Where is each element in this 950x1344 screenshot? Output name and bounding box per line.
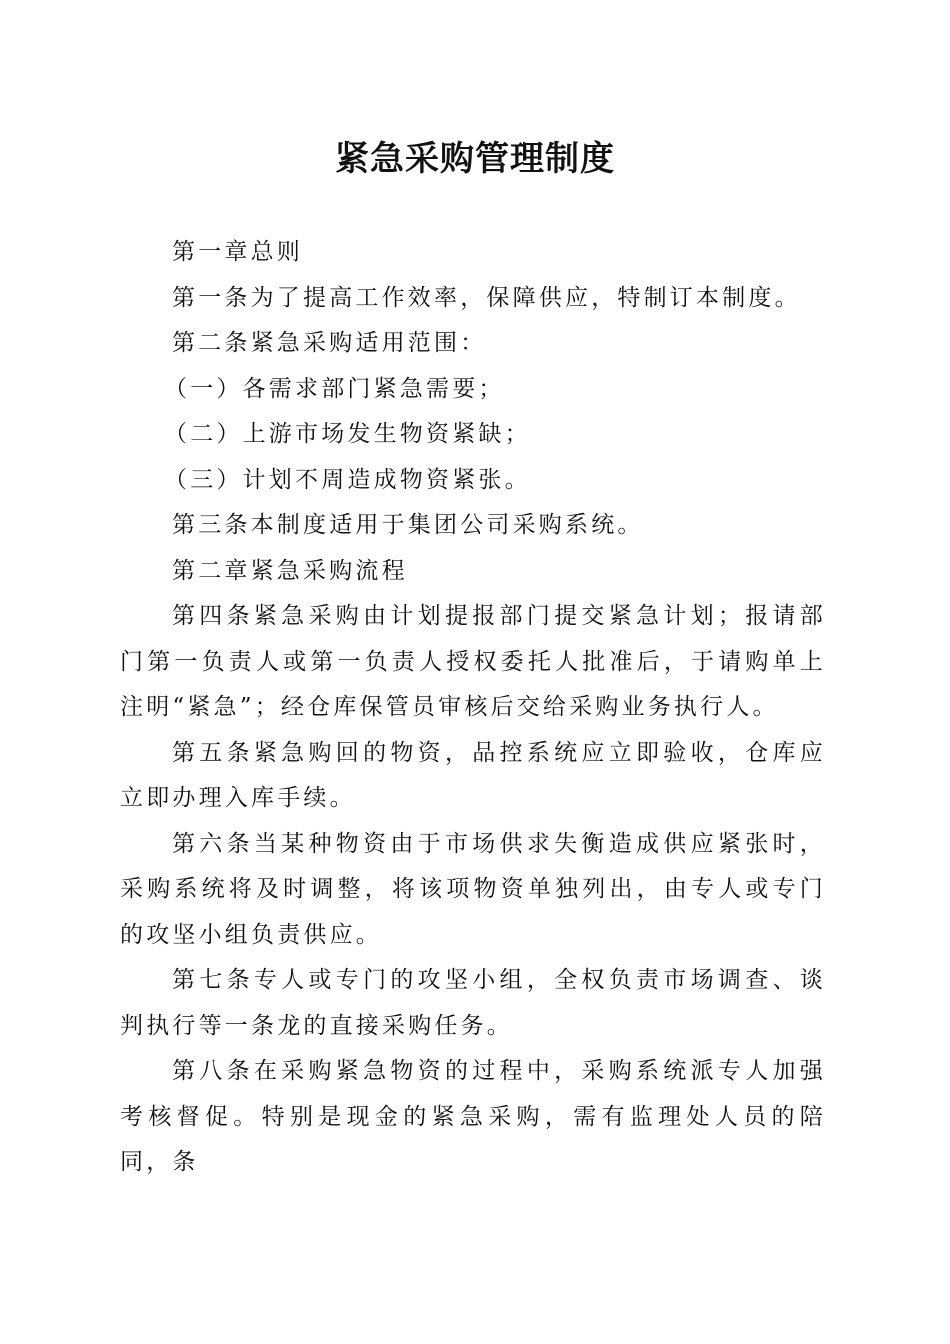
article-paragraph: 第五条紧急购回的物资，品控系统应立即验收，仓库应立即办理入库手续。 — [120, 739, 826, 811]
article-paragraph: 第四条紧急采购由计划提报部门提交紧急计划；报请部门第一负责人或第一负责人授权委托人批准后，于请购单上注明“紧急”；经仓库保管员审核后交给采购业务执行人。 — [120, 603, 826, 720]
article-paragraph: 第六条当某种物资由于市场供求失衡造成供应紧张时，采购系统将及时调整，将该项物资单独列出，由专人或专门的攻坚小组负责供应。 — [120, 830, 826, 948]
document-title: 紧急采购管理制度 — [335, 139, 615, 179]
article-paragraph: 第一条为了提高工作效率，保障供应，特制订本制度。 — [172, 284, 801, 311]
list-item: （一）各需求部门紧急需要； — [164, 375, 505, 402]
chapter-heading: 第一章总则 — [172, 239, 303, 265]
article-paragraph: 第三条本制度适用于集团公司采购系统。 — [172, 512, 644, 538]
article-paragraph: 第七条专人或专门的攻坚小组，全权负责市场调查、谈判执行等一条龙的直接采购任务。 — [120, 967, 826, 1039]
document-body — [120, 230, 826, 1186]
chapter-heading: 第二章紧急采购流程 — [172, 557, 408, 584]
list-item: （二）上游市场发生物资紧缺； — [164, 421, 531, 447]
article-paragraph: 第八条在采购紧急物资的过程中，采购系统派专人加强考核督促。特别是现金的紧急采购，需有监理处人员的陪同，条 — [120, 1058, 826, 1175]
list-item: （三）计划不周造成物资紧张。 — [164, 466, 531, 493]
article-paragraph: 第二条紧急采购适用范围： — [172, 330, 487, 356]
